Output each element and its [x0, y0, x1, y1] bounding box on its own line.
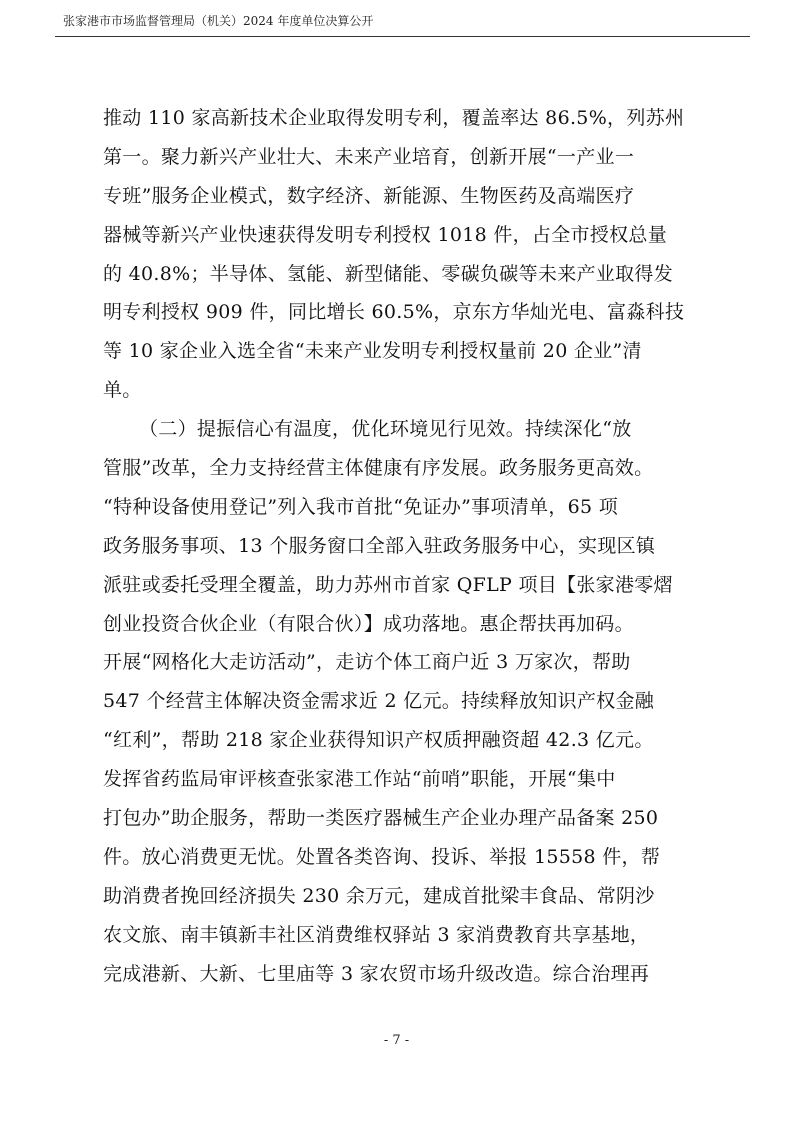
text-line: 第一。聚力新兴产业壮大、未来产业培育，创新开展“一产业一 [103, 145, 635, 168]
text-line: 单。 [103, 379, 142, 402]
text-line: 管服”改革，全力支持经营主体健康有序发展。政务服务更高效。 [103, 457, 654, 480]
text-line: 等 10 家企业入选全省“未来产业发明专利授权量前 20 企业”清 [103, 340, 642, 363]
section-heading-line: （二）提振信心有温度，优化环境见行见效。持续深化“放 [139, 418, 632, 441]
text-line: 推动 110 家高新技术企业取得发明专利，覆盖率达 86.5%，列苏州 [103, 107, 685, 129]
text-line: 发挥省药监局审评核查张家港工作站“前哨”职能，开展“集中 [103, 768, 616, 791]
text-line: 创业投资合伙企业（有限合伙）】成功落地。惠企帮扶再加码。 [103, 612, 634, 635]
header-divider [55, 36, 750, 37]
text-line: 专班”服务企业模式，数字经济、新能源、生物医药及高端医疗 [103, 184, 635, 207]
text-line: 完成港新、大新、七里庙等 3 家农贸市场升级改造。综合治理再 [103, 962, 650, 985]
text-line: 打包办”助企服务，帮助一类医疗器械生产企业办理产品备案 250 [103, 807, 659, 830]
text-line: 派驻或委托受理全覆盖，助力苏州市首家 QFLP 项目【张家港零熠 [103, 573, 673, 596]
text-line: 件。放心消费更无忧。处置各类咨询、投诉、举报 15558 件，帮 [103, 845, 661, 868]
text-line: “特种设备使用登记”列入我市首批“免证办”事项清单，65 项 [103, 495, 619, 518]
header-title: 张家港市市场监督管理局（机关）2024 年度单位决算公开 [63, 14, 374, 28]
text-line: “红利”，帮助 218 家企业获得知识产权质押融资超 42.3 亿元。 [103, 729, 654, 752]
page-number: - 7 - [383, 1033, 410, 1048]
text-line: 开展“网格化大走访活动”，走访个体工商户近 3 万家次，帮助 [103, 651, 631, 674]
text-line: 器械等新兴产业快速获得发明专利授权 1018 件，占全市授权总量 [103, 223, 668, 246]
text-line: 的 40.8%；半导体、氢能、新型储能、零碳负碳等未来产业取得发 [103, 262, 673, 285]
page-header [0, 0, 793, 40]
text-line: 农文旅、南丰镇新丰社区消费维权驿站 3 家消费教育共享基地， [103, 923, 650, 946]
text-line: 547 个经营主体解决资金需求近 2 亿元。持续释放知识产权金融 [103, 690, 655, 713]
text-line: 助消费者挽回经济损失 230 余万元，建成首批梁丰食品、常阴沙 [103, 884, 655, 907]
body-text [103, 99, 723, 993]
text-line: 明专利授权 909 件，同比增长 60.5%，京东方华灿光电、富淼科技 [103, 301, 685, 324]
text-line: 政务服务事项、13 个服务窗口全部入驻政务服务中心，实现区镇 [103, 534, 656, 557]
